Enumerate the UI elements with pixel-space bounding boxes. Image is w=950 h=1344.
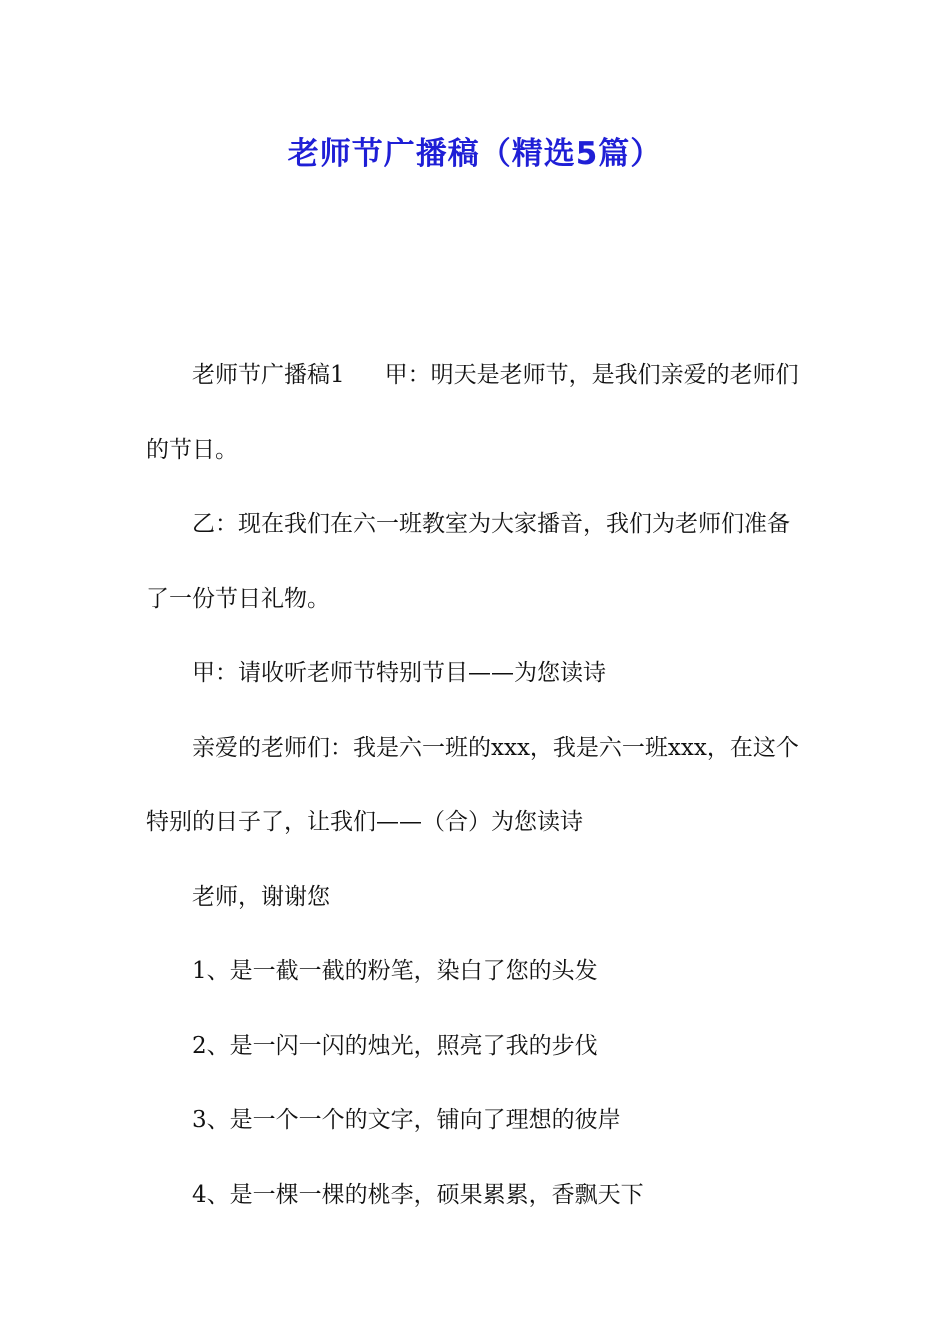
list-item-3: 3、是一个一个的文字，铺向了理想的彼岸	[192, 1107, 621, 1133]
document-title: 老师节广播稿（精选5篇）	[287, 136, 663, 172]
paragraph-text: 甲：明天是老师节，是我们亲爱的老师们的节日。	[146, 362, 799, 463]
paragraph-3: 甲：请收听老师节特别节目——为您读诗	[192, 660, 606, 686]
paragraph-2: 乙：现在我们在六一班教室为大家播音，我们为老师们准备了一份节日礼物。	[146, 511, 790, 612]
list-item-4: 4、是一棵一棵的桃李，硕果累累，香飘天下	[192, 1181, 644, 1208]
list-item-1: 1、是一截一截的粉笔，染白了您的头发	[192, 958, 598, 984]
section-heading: 老师节广播稿1	[192, 362, 345, 388]
document-body	[146, 338, 806, 1232]
paragraph-4: 亲爱的老师们：我是六一班的xxx，我是六一班xxx，在这个特别的日子了，让我们——（合）为您读诗	[146, 734, 799, 835]
paragraph-1	[146, 338, 806, 487]
paragraph-5: 老师，谢谢您	[192, 883, 330, 910]
list-item-2: 2、是一闪一闪的烛光，照亮了我的步伐	[192, 1032, 598, 1059]
